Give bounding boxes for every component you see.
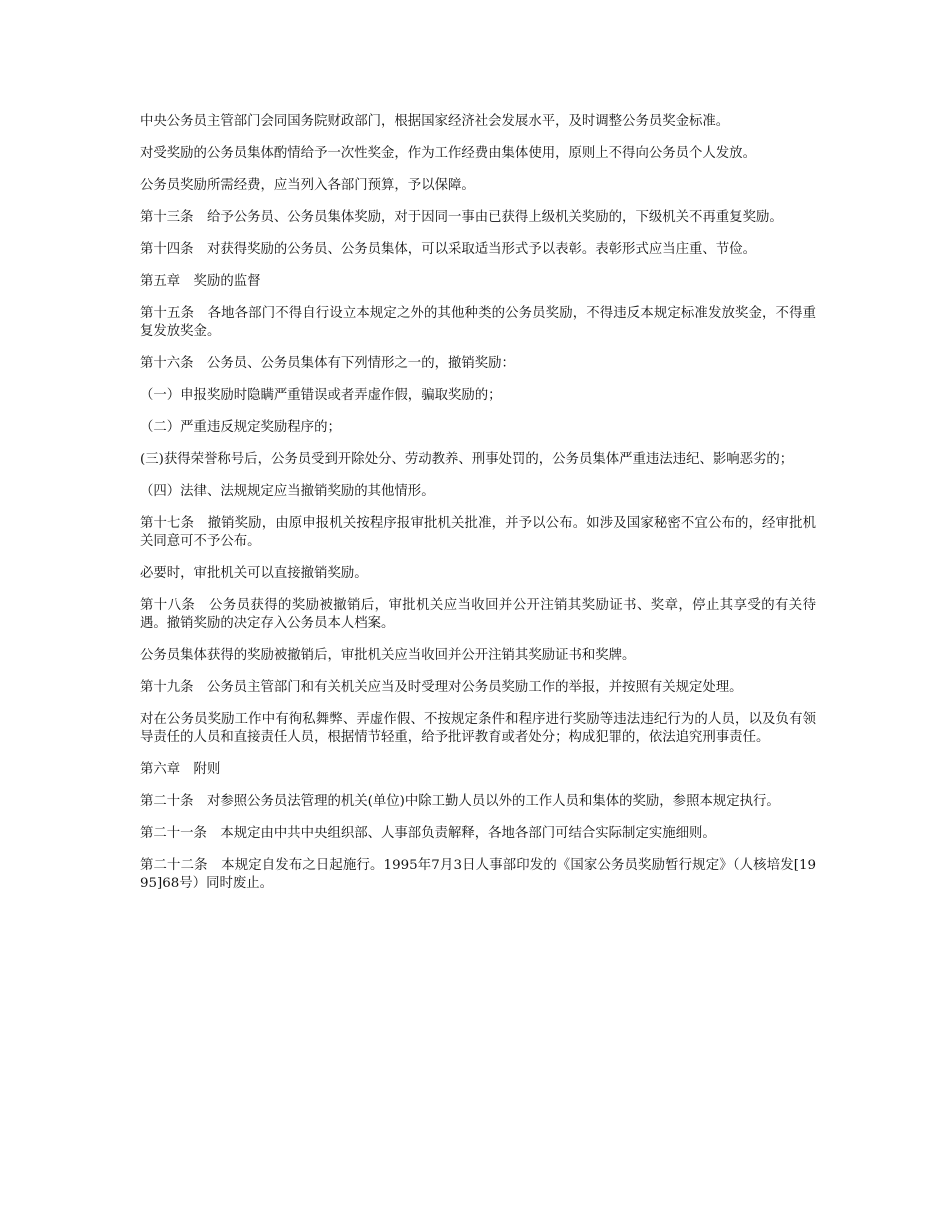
article-21: 第二十一条 本规定由中共中央组织部、人事部负责解释，各地各部门可结合实际制定实施细则。 xyxy=(140,826,716,841)
paragraph: 对在公务员奖励工作中有徇私舞弊、弄虚作假、不按规定条件和程序进行奖励等违法违纪行为的人员，以及负有领导责任的人员和直接责任人员，根据情节轻重，给予批评教育或者处分；构成犯罪的，依法追究刑事责任。 xyxy=(140,712,816,745)
article-18: 第十八条 公务员获得的奖励被撤销后，审批机关应当收回并公开注销其奖励证书、奖章，停止其享受的有关待遇。撤销奖励的决定存入公务员本人档案。 xyxy=(140,598,816,631)
list-item: （二）严重违反规定奖励程序的； xyxy=(140,420,341,435)
article-17: 第十七条 撤销奖励，由原申报机关按程序报审批机关批准，并予以公布。如涉及国家秘密不宜公布的，经审批机关同意可不予公布。 xyxy=(140,516,816,549)
paragraph: 必要时，审批机关可以直接撤销奖励。 xyxy=(140,566,368,581)
chapter-heading: 第六章 附则 xyxy=(140,762,221,777)
article-22: 第二十二条 本规定自发布之日起施行。1995年7月3日人事部印发的《国家公务员奖励暂行规定》（人核培发[1995]68号）同时废止。 xyxy=(140,858,816,891)
list-item: （一）申报奖励时隐瞒严重错误或者弄虚作假，骗取奖励的； xyxy=(140,388,502,403)
paragraph: 对受奖励的公务员集体酌情给予一次性奖金，作为工作经费由集体使用，原则上不得向公务员个人发放。 xyxy=(140,146,756,161)
article-15: 第十五条 各地各部门不得自行设立本规定之外的其他种类的公务员奖励，不得违反本规定标准发放奖金，不得重复发放奖金。 xyxy=(140,306,816,339)
paragraph: 公务员奖励所需经费，应当列入各部门预算，予以保障。 xyxy=(140,178,475,193)
list-item: （四）法律、法规规定应当撤销奖励的其他情形。 xyxy=(140,484,435,499)
chapter-heading: 第五章 奖励的监督 xyxy=(140,274,261,289)
article-13: 第十三条 给予公务员、公务员集体奖励，对于因同一事由已获得上级机关奖励的，下级机关不再重复奖励。 xyxy=(140,210,783,225)
article-16: 第十六条 公务员、公务员集体有下列情形之一的，撤销奖励： xyxy=(140,356,515,371)
paragraph: 中央公务员主管部门会同国务院财政部门，根据国家经济社会发展水平，及时调整公务员奖金标准。 xyxy=(140,114,730,129)
list-item: (三)获得荣誉称号后，公务员受到开除处分、劳动教养、刑事处罚的，公务员集体严重违法违纪、影响恶劣的； xyxy=(140,452,794,467)
article-19: 第十九条 公务员主管部门和有关机关应当及时受理对公务员奖励工作的举报，并按照有关规定处理。 xyxy=(140,680,743,695)
document-body xyxy=(140,113,816,907)
paragraph: 公务员集体获得的奖励被撤销后，审批机关应当收回并公开注销其奖励证书和奖牌。 xyxy=(140,648,636,663)
article-14: 第十四条 对获得奖励的公务员、公务员集体，可以采取适当形式予以表彰。表彰形式应当庄重、节俭。 xyxy=(140,242,756,257)
article-20: 第二十条 对参照公务员法管理的机关(单位)中除工勤人员以外的工作人员和集体的奖励，参照本规定执行。 xyxy=(140,794,780,809)
